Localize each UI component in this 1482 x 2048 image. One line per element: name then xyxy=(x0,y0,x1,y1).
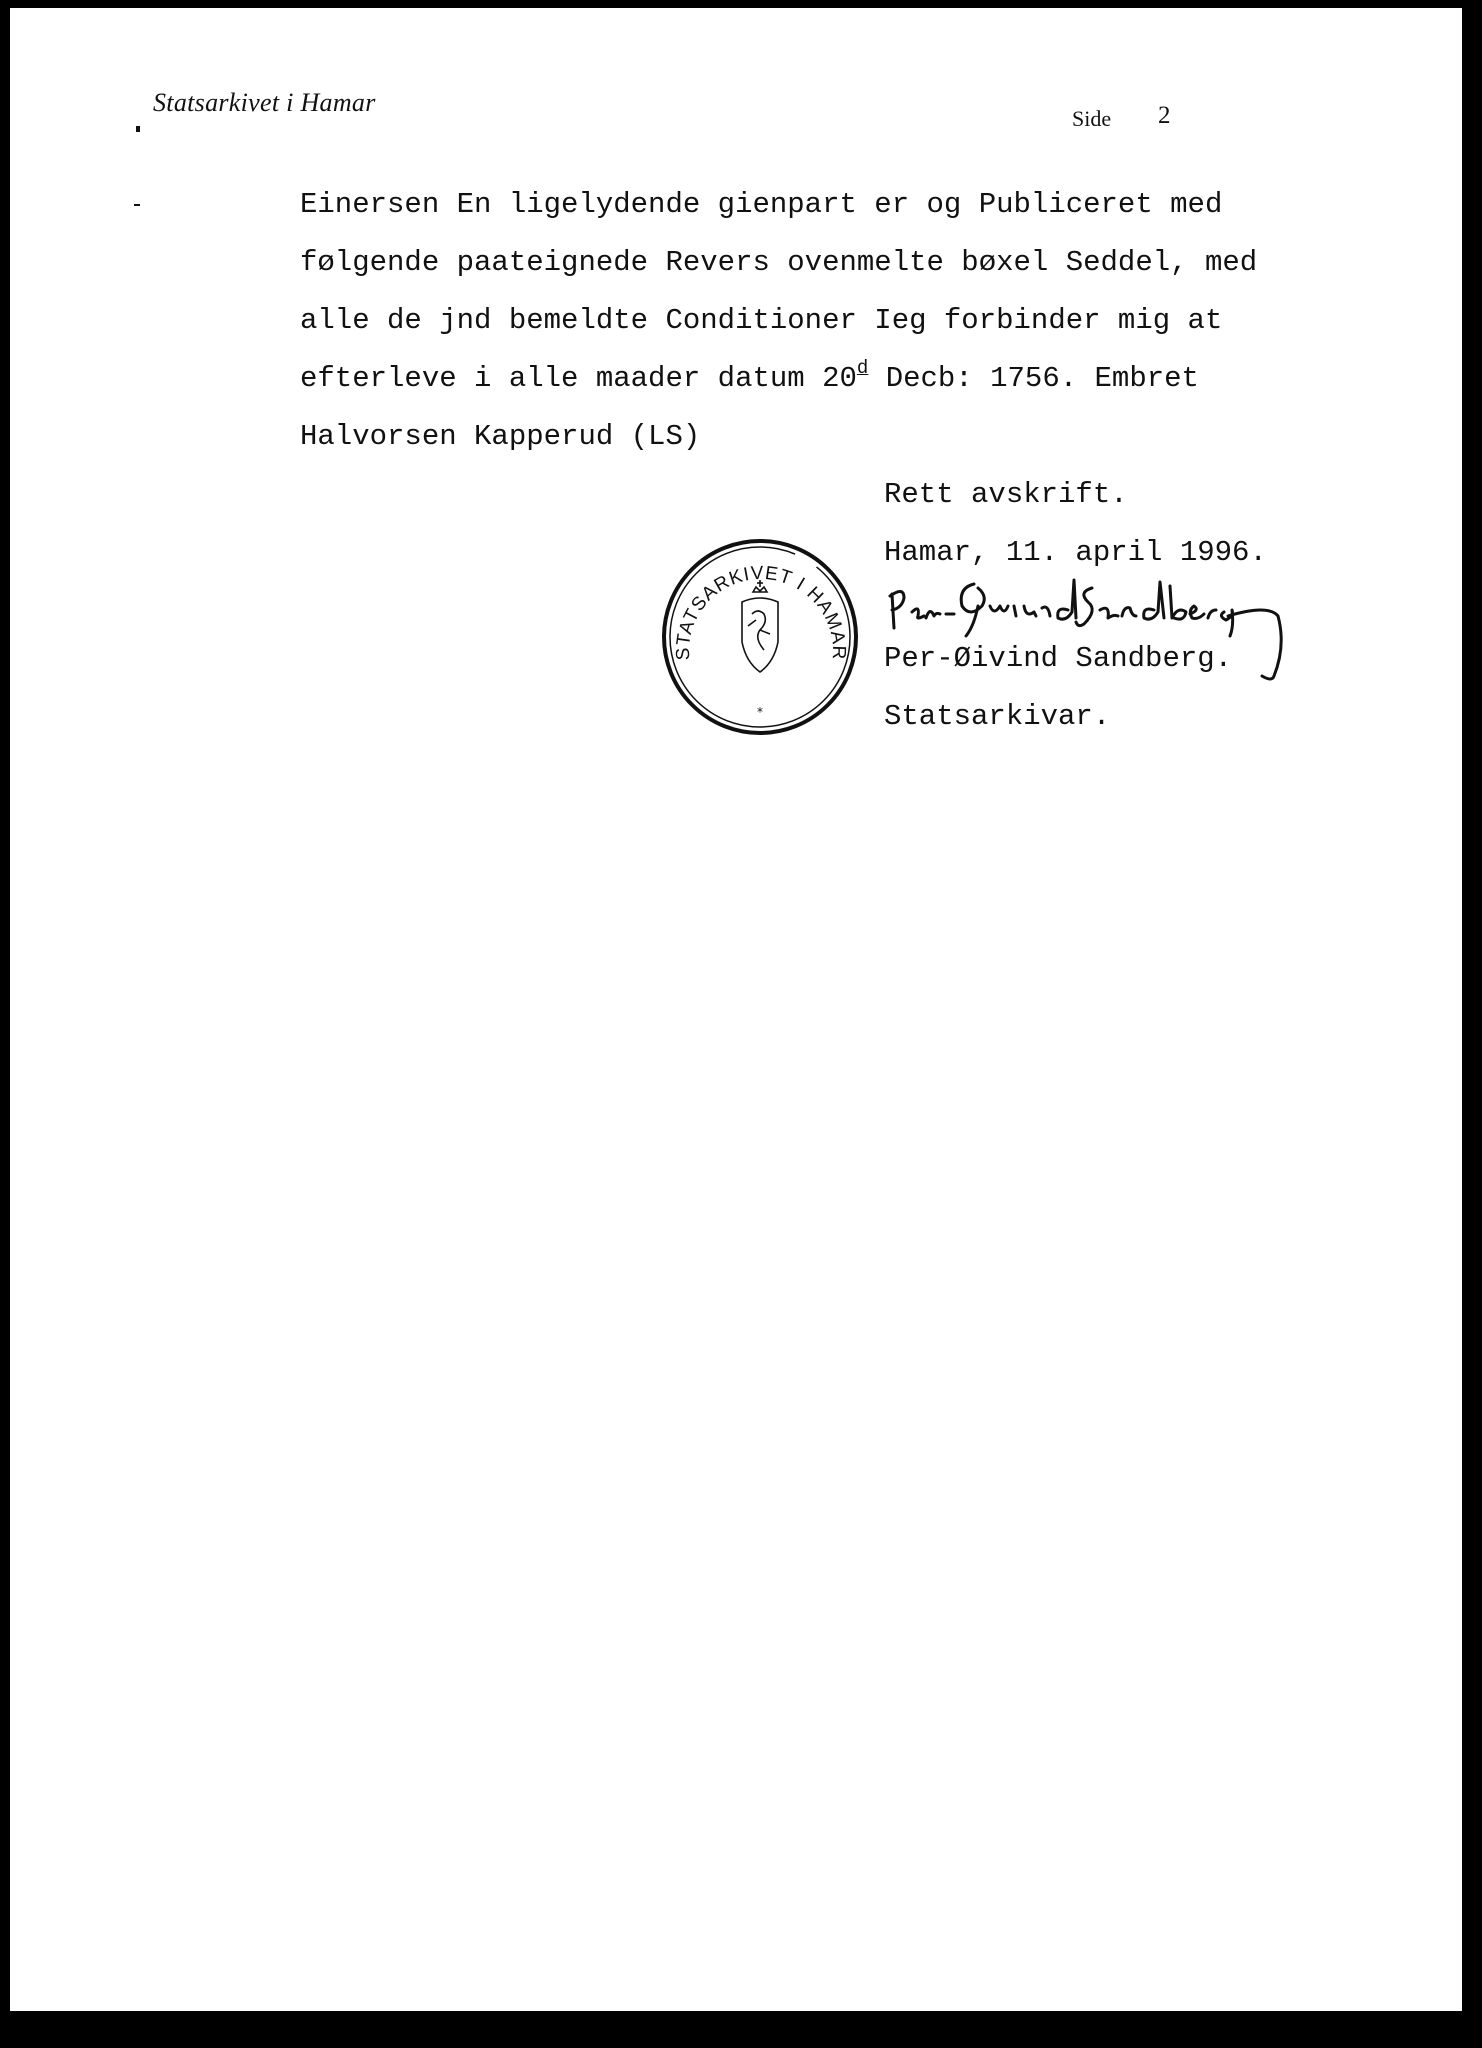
place-date: Hamar, 11. april 1996. xyxy=(884,536,1267,569)
body-line-2: følgende paateignede Revers ovenmelte bøxel Seddel, med xyxy=(300,246,1258,279)
body-line-4 xyxy=(300,350,1310,408)
stamp-text: STATSARKIVET I HAMAR xyxy=(672,562,850,661)
body-line-3: alle de jnd bemeldte Conditioner Ieg forbinder mig at xyxy=(300,304,1223,337)
body-line-5: Halvorsen Kapperud (LS) xyxy=(300,420,701,453)
handwritten-signature xyxy=(878,576,1308,696)
body-line-4-end: Decb: 1756. Embret xyxy=(868,362,1199,395)
scan-mark-dash xyxy=(134,204,140,206)
body-line-4-start: efterleve i alle maader datum 20 xyxy=(300,362,857,395)
body-line-1: Einersen En ligelydende gienpart er og Publiceret med xyxy=(300,188,1223,221)
signatory-title: Statsarkivar. xyxy=(884,700,1111,733)
date-superscript: d xyxy=(856,357,869,379)
signatory-name: Per-Øivind Sandberg. xyxy=(884,642,1233,675)
page-label: Side xyxy=(1072,106,1112,131)
scan-mark-dot xyxy=(136,126,140,132)
transcription-body xyxy=(300,176,1310,466)
svg-text:*: * xyxy=(757,705,763,719)
certification-text: Rett avskrift. xyxy=(884,478,1128,511)
coat-of-arms-lion-icon xyxy=(742,580,778,672)
archive-name-header: Statsarkivet i Hamar xyxy=(153,88,376,117)
archive-stamp xyxy=(660,534,860,740)
document-page xyxy=(10,8,1462,2011)
page-number: 2 xyxy=(1158,102,1171,129)
